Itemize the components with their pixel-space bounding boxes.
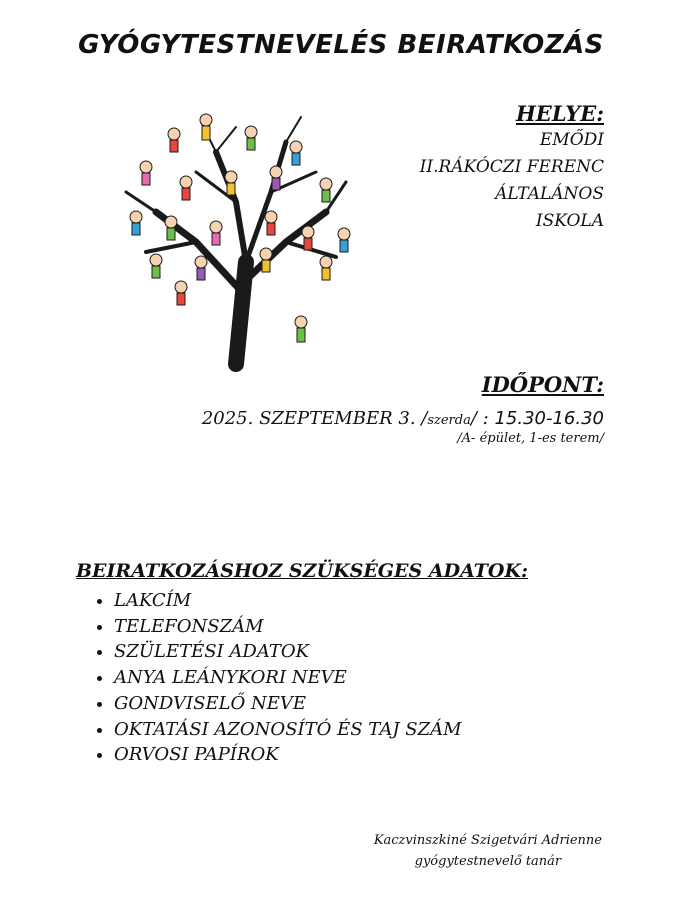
list-item: • ORVOSI PAPÍROK: [114, 742, 528, 768]
location-line: ISKOLA: [535, 211, 604, 231]
location-heading: HELYE:: [515, 101, 604, 126]
list-item: • TELEFONSZÁM: [114, 614, 528, 640]
list-item: • GONDVISELŐ NEVE: [114, 691, 528, 717]
location-section: [420, 100, 604, 235]
signature-name: Kaczvinszkiné Szigetvári Adrienne: [373, 833, 602, 848]
location-line: II.RÁKÓCZI FERENC: [419, 157, 604, 177]
time-heading: IDŐPONT:: [481, 372, 604, 397]
location-line: ÁLTALÁNOS: [495, 184, 604, 204]
list-item: • OKTATÁSI AZONOSÍTÓ ÉS TAJ SZÁM: [114, 717, 528, 743]
room-text: /A- épület, 1-es terem/: [457, 431, 604, 446]
date-time-line: [202, 408, 604, 429]
page-title: GYÓGYTESTNEVELÉS BEIRATKOZÁS: [78, 30, 604, 60]
yoga-tree-illustration: [86, 92, 386, 372]
requirements-list: [76, 588, 528, 768]
requirements-section: [76, 560, 528, 768]
weekday-text: szerda: [427, 413, 471, 428]
list-item: • SZÜLETÉSI ADATOK: [114, 639, 528, 665]
requirements-heading: BEIRATKOZÁSHOZ SZÜKSÉGES ADATOK:: [76, 560, 528, 582]
signature-role: gyógytestnevelő tanár: [414, 854, 562, 869]
hours-text: 15.30-16.30: [494, 408, 604, 429]
date-text: 2025. SZEPTEMBER 3. /: [201, 408, 428, 429]
signature-block: [374, 830, 602, 872]
separator-text: / :: [470, 408, 495, 429]
location-line: EMŐDI: [539, 130, 604, 150]
time-section: [202, 370, 604, 446]
list-item: • ANYA LEÁNYKORI NEVE: [114, 665, 528, 691]
list-item: • LAKCÍM: [114, 588, 528, 614]
